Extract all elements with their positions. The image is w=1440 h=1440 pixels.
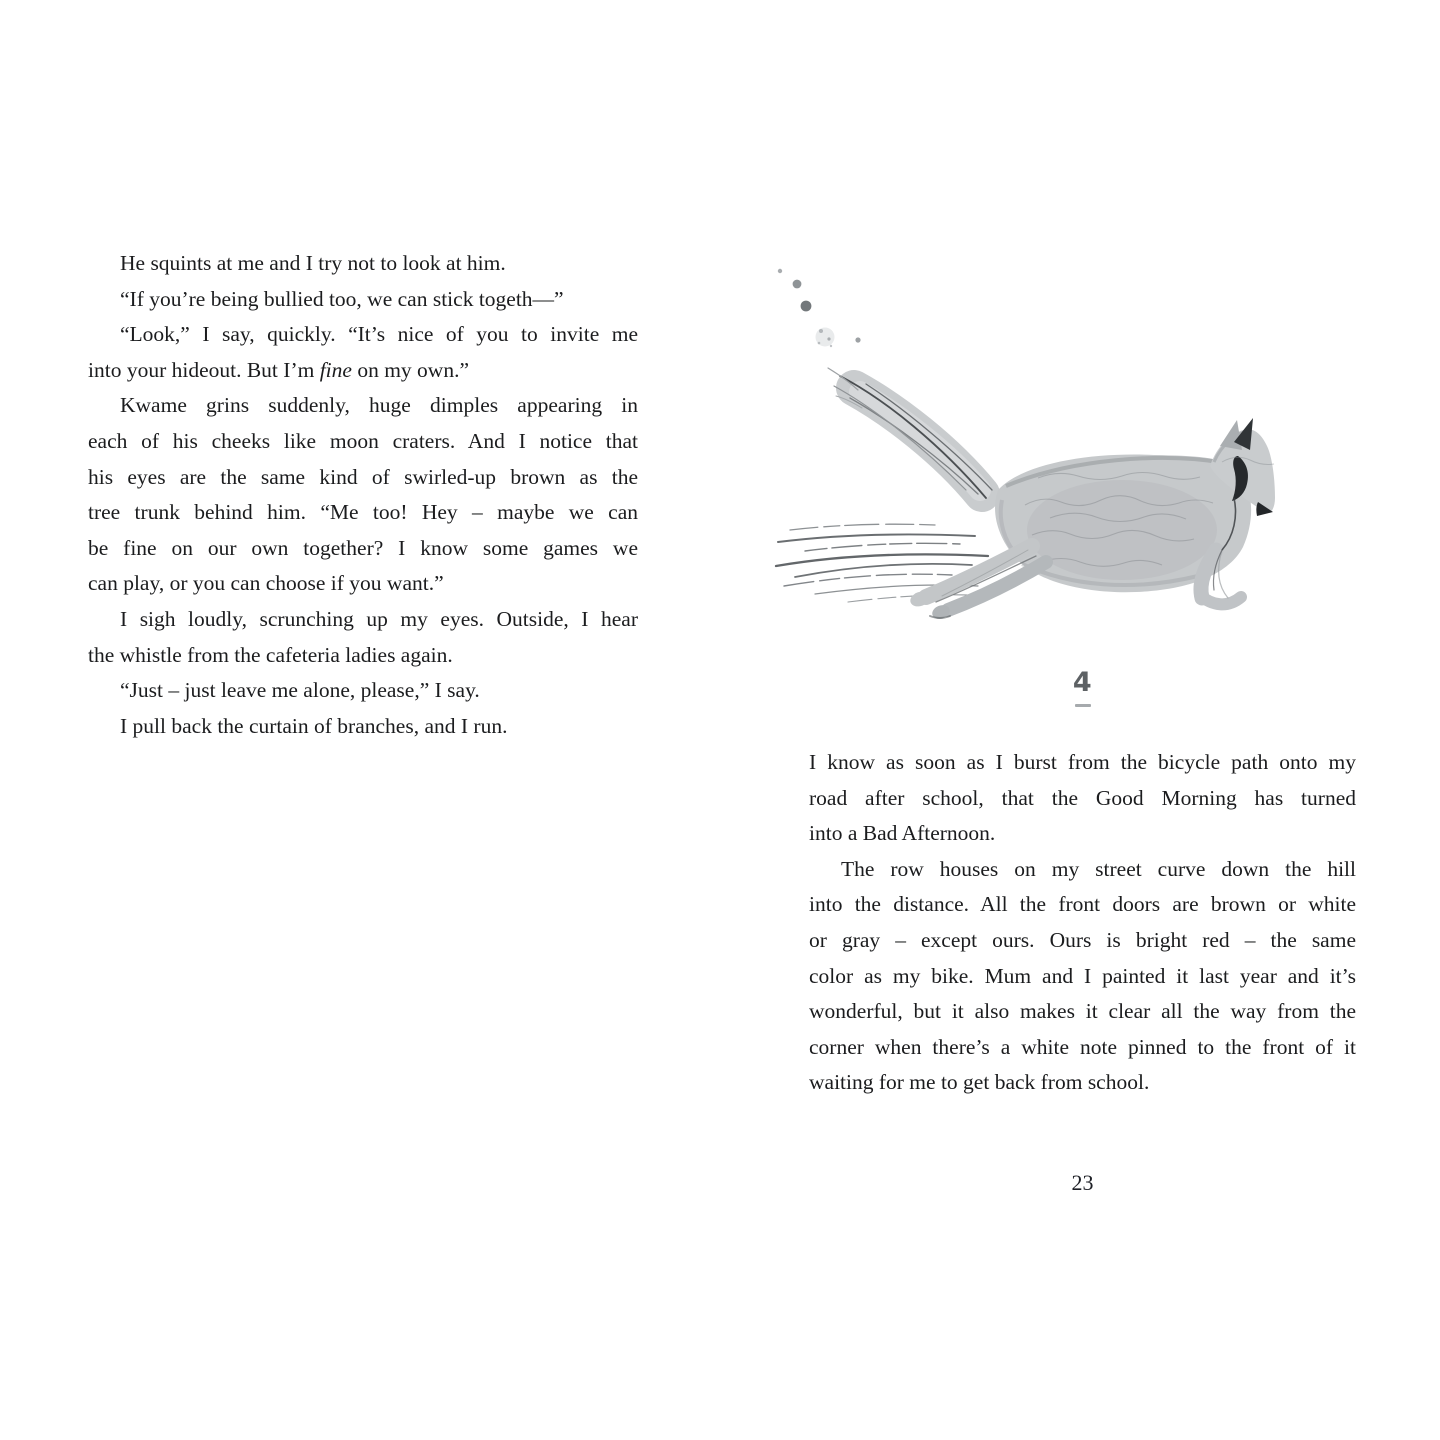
text-line: The row houses on my street curve down the hill: [841, 856, 1356, 881]
ink-dots: [778, 269, 861, 347]
text-line: “Look,” I say, quickly. “It’s nice of you to invite me: [120, 322, 638, 347]
text-line: I sigh loudly, scrunching up my eyes. Outside, I hear: [120, 606, 638, 631]
text-line: color as my bike. Mum and I painted it last year and it’s: [809, 963, 1356, 988]
text-line: can play, or you can choose if you want.”: [88, 571, 444, 596]
fox-hind-legs: [908, 546, 1046, 621]
text-line: road after school, that the Good Morning has turned: [809, 785, 1356, 810]
text-segment: into your hideout. But I’m: [88, 357, 320, 382]
text-line: “Just – just leave me alone, please,” I say.: [120, 678, 480, 703]
text-line: into a Bad Afternoon.: [809, 821, 996, 846]
text-line: or gray – except ours. Ours is bright red – the same: [809, 927, 1356, 952]
italic-word: fine: [319, 357, 352, 382]
text-line: I know as soon as I burst from the bicycle path onto my: [809, 750, 1356, 774]
text-line: He squints at me and I try not to look at him.: [120, 251, 506, 275]
fox-tail: [828, 368, 992, 498]
text-line: waiting for me to get back from school.: [809, 1070, 1150, 1095]
text-line: I pull back the curtain of branches, and I run.: [120, 713, 508, 738]
fox-near-ear: [1220, 420, 1242, 450]
chapter-underline: [1075, 704, 1091, 707]
text-line: each of his cheeks like moon craters. And I notice that: [88, 428, 638, 453]
text-line: into the distance. All the front doors are brown or white: [809, 892, 1356, 917]
text-line: Kwame grins suddenly, huge dimples appearing in: [120, 393, 638, 418]
right-page: [720, 0, 1440, 1440]
running-fox-svg: [750, 250, 1290, 650]
text-line: tree trunk behind him. “Me too! Hey – maybe we can: [88, 500, 638, 525]
text-line: the whistle from the cafeteria ladies again.: [88, 642, 453, 667]
text-segment: on my own.”: [351, 357, 469, 382]
chapter-heading: [809, 669, 1356, 707]
text-line: be fine on our own together? I know some games we: [88, 535, 638, 560]
running-fox-illustration: [750, 250, 1290, 650]
text-line: corner when there’s a white note pinned to the front of it: [809, 1034, 1356, 1059]
text-line: “If you’re being bullied too, we can stick togeth—”: [120, 286, 564, 311]
chapter-number: 4: [1072, 667, 1093, 698]
page-number: 23: [1071, 1170, 1094, 1195]
left-page-text: [88, 246, 638, 744]
text-line: [88, 353, 638, 389]
right-page-text: [809, 745, 1356, 1101]
text-line: wonderful, but it also makes it clear all the way from the: [809, 999, 1356, 1024]
text-line: his eyes are the same kind of swirled-up brown as the: [88, 464, 638, 489]
